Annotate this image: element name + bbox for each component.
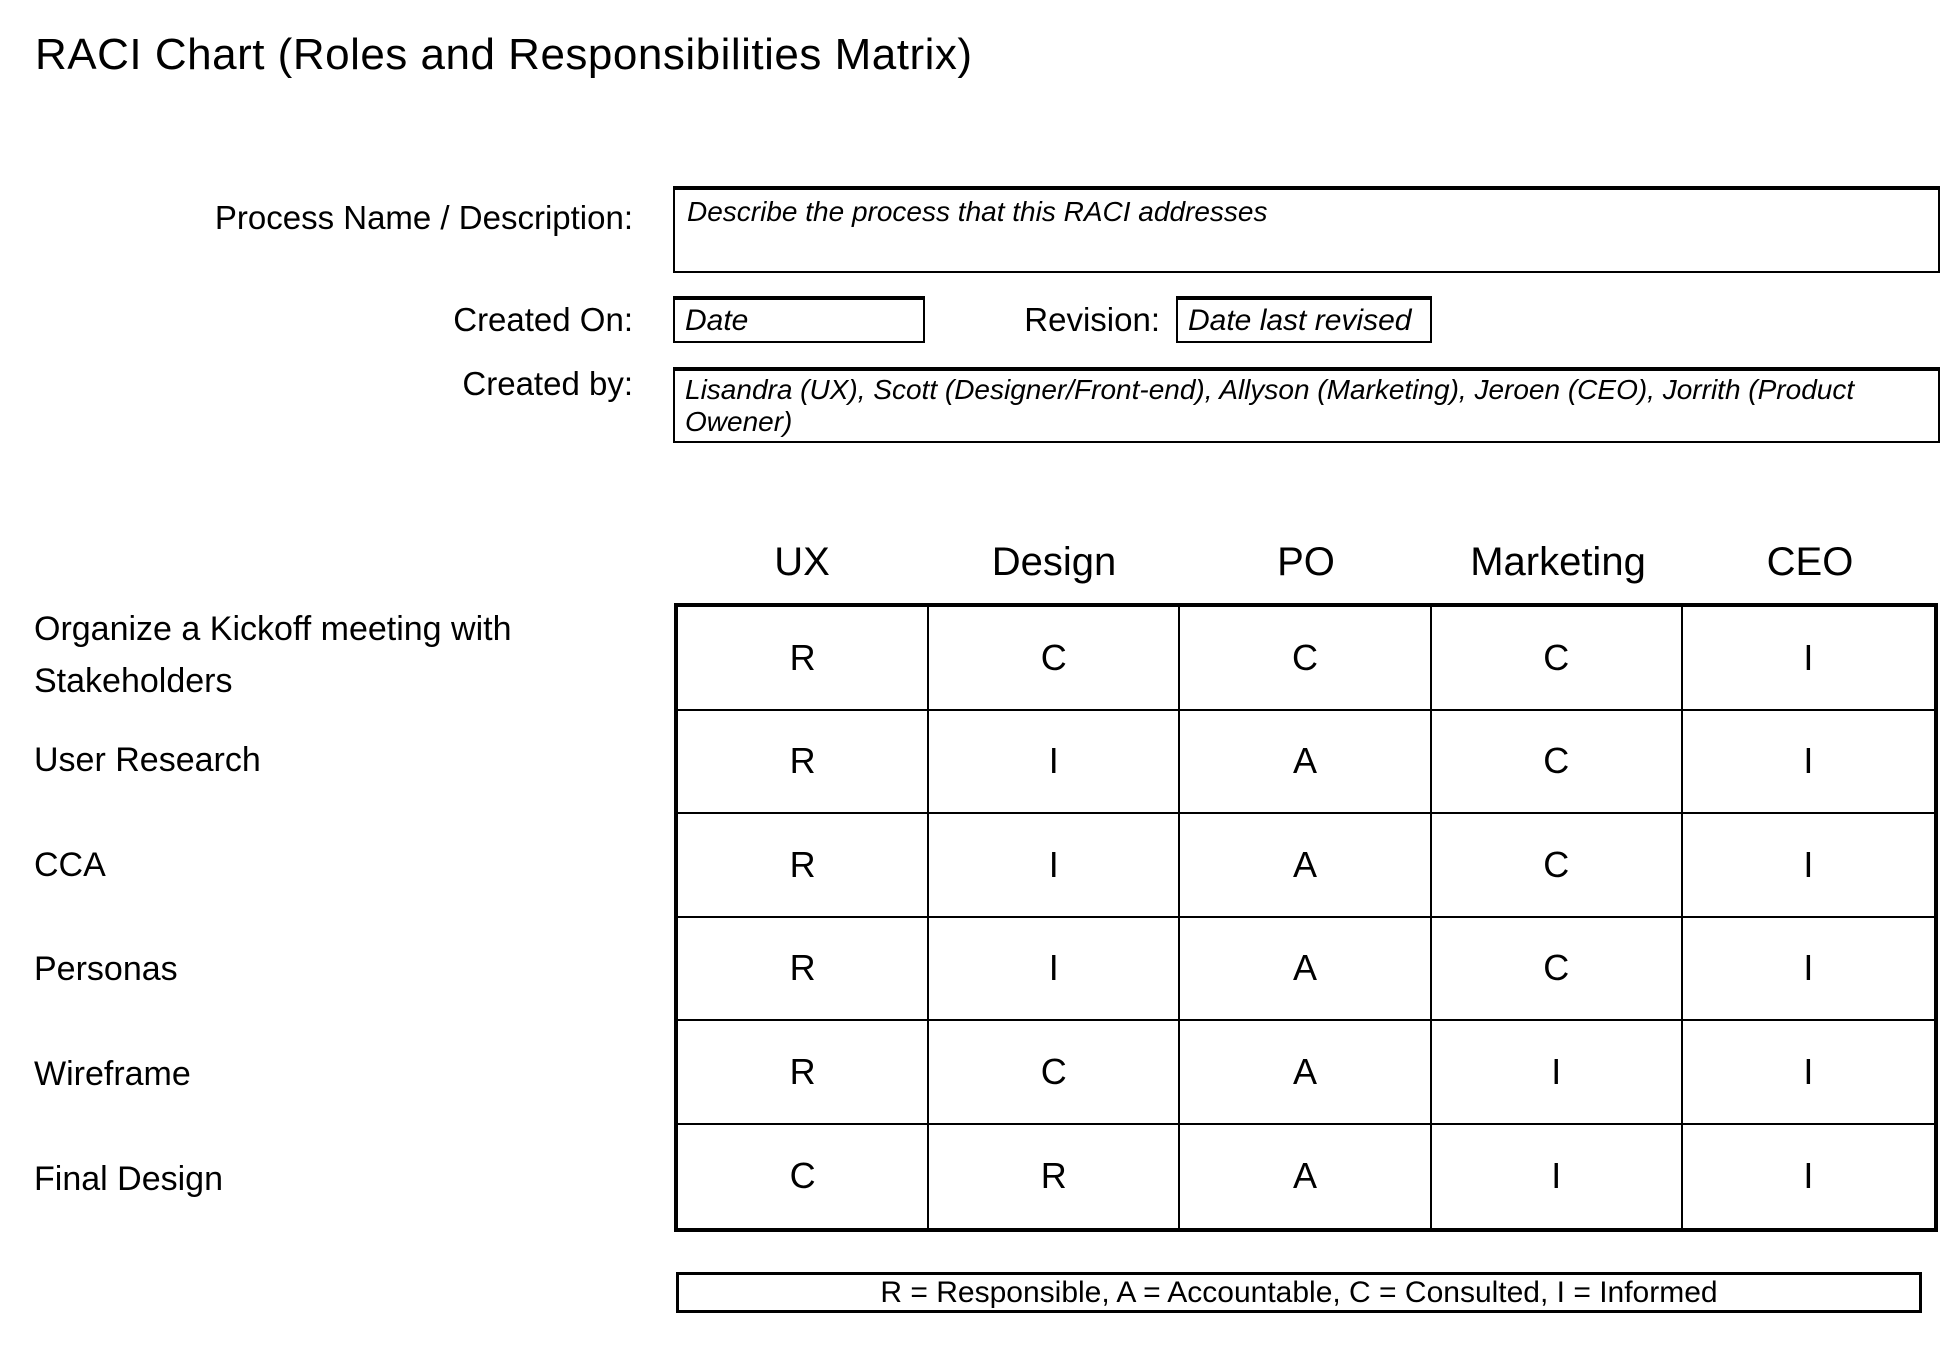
matrix-cell: C <box>929 1021 1180 1125</box>
matrix-cell: I <box>1432 1125 1683 1229</box>
revision-placeholder: Date last revised <box>1188 303 1412 337</box>
revision-label: Revision: <box>1024 301 1160 338</box>
process-description-placeholder: Describe the process that this RACI addresses <box>687 196 1268 227</box>
matrix-cell: I <box>1683 918 1934 1022</box>
matrix-cell: R <box>678 1021 929 1125</box>
matrix-cell: C <box>1180 607 1431 711</box>
process-description-field[interactable] <box>673 186 1940 273</box>
row-label-cca: CCA <box>34 845 106 884</box>
matrix-cell: I <box>929 918 1180 1022</box>
legend-text: R = Responsible, A = Accountable, C = Consulted, I = Informed <box>880 1275 1718 1309</box>
matrix-cell: A <box>1180 711 1431 815</box>
column-header-marketing: Marketing <box>1470 540 1646 584</box>
matrix-cell: C <box>678 1125 929 1229</box>
revision-field[interactable] <box>1176 296 1432 343</box>
matrix-cell: R <box>929 1125 1180 1229</box>
matrix-cell: I <box>929 711 1180 815</box>
matrix-cell: I <box>1803 1155 1814 1197</box>
created-by-field[interactable] <box>673 367 1940 443</box>
matrix-cell: I <box>1683 711 1934 815</box>
matrix-cell: I <box>1683 814 1934 918</box>
matrix-cell: A <box>1180 814 1431 918</box>
column-header-po: PO <box>1277 540 1335 584</box>
matrix-cell: I <box>1683 1021 1934 1125</box>
matrix-cell: C <box>1432 711 1683 815</box>
matrix-cell: I <box>1683 607 1934 711</box>
matrix-cell: R <box>678 711 929 815</box>
created-by-value: Lisandra (UX), Scott (Designer/Front-end), Allyson (Marketing), Jeroen (CEO), Jorrith (Product Owener) <box>685 374 1855 437</box>
matrix-cell: R <box>678 814 929 918</box>
legend-box <box>676 1272 1922 1313</box>
matrix-cell: A <box>1180 918 1431 1022</box>
matrix-cell: R <box>678 607 929 711</box>
matrix-cell: C <box>929 607 1180 711</box>
matrix-cell: C <box>1432 607 1683 711</box>
row-label-final-design: Final Design <box>34 1159 223 1198</box>
row-label-wireframe: Wireframe <box>34 1054 191 1093</box>
raci-matrix-table <box>674 603 1938 1232</box>
column-header-ceo: CEO <box>1766 540 1854 584</box>
matrix-cell: I <box>1432 1021 1683 1125</box>
matrix-cell: I <box>929 814 1180 918</box>
created-on-placeholder: Date <box>685 303 749 337</box>
row-label-kickoff-meeting: Organize a Kickoff meeting with Stakeholders <box>34 609 512 700</box>
process-name-label: Process Name / Description: <box>214 199 633 236</box>
page-title: RACI Chart (Roles and Responsibilities Matrix) <box>35 30 973 79</box>
column-header-design: Design <box>991 540 1117 584</box>
created-by-label: Created by: <box>462 365 633 402</box>
matrix-cell: A <box>1180 1021 1431 1125</box>
column-header-ux: UX <box>774 540 830 584</box>
matrix-cell: A <box>1180 1125 1431 1229</box>
matrix-cell: R <box>678 918 929 1022</box>
created-on-label: Created On: <box>453 301 633 338</box>
row-label-personas: Personas <box>34 949 178 988</box>
matrix-cell: C <box>1432 918 1683 1022</box>
matrix-cell: C <box>1432 814 1683 918</box>
row-label-user-research: User Research <box>34 740 261 779</box>
